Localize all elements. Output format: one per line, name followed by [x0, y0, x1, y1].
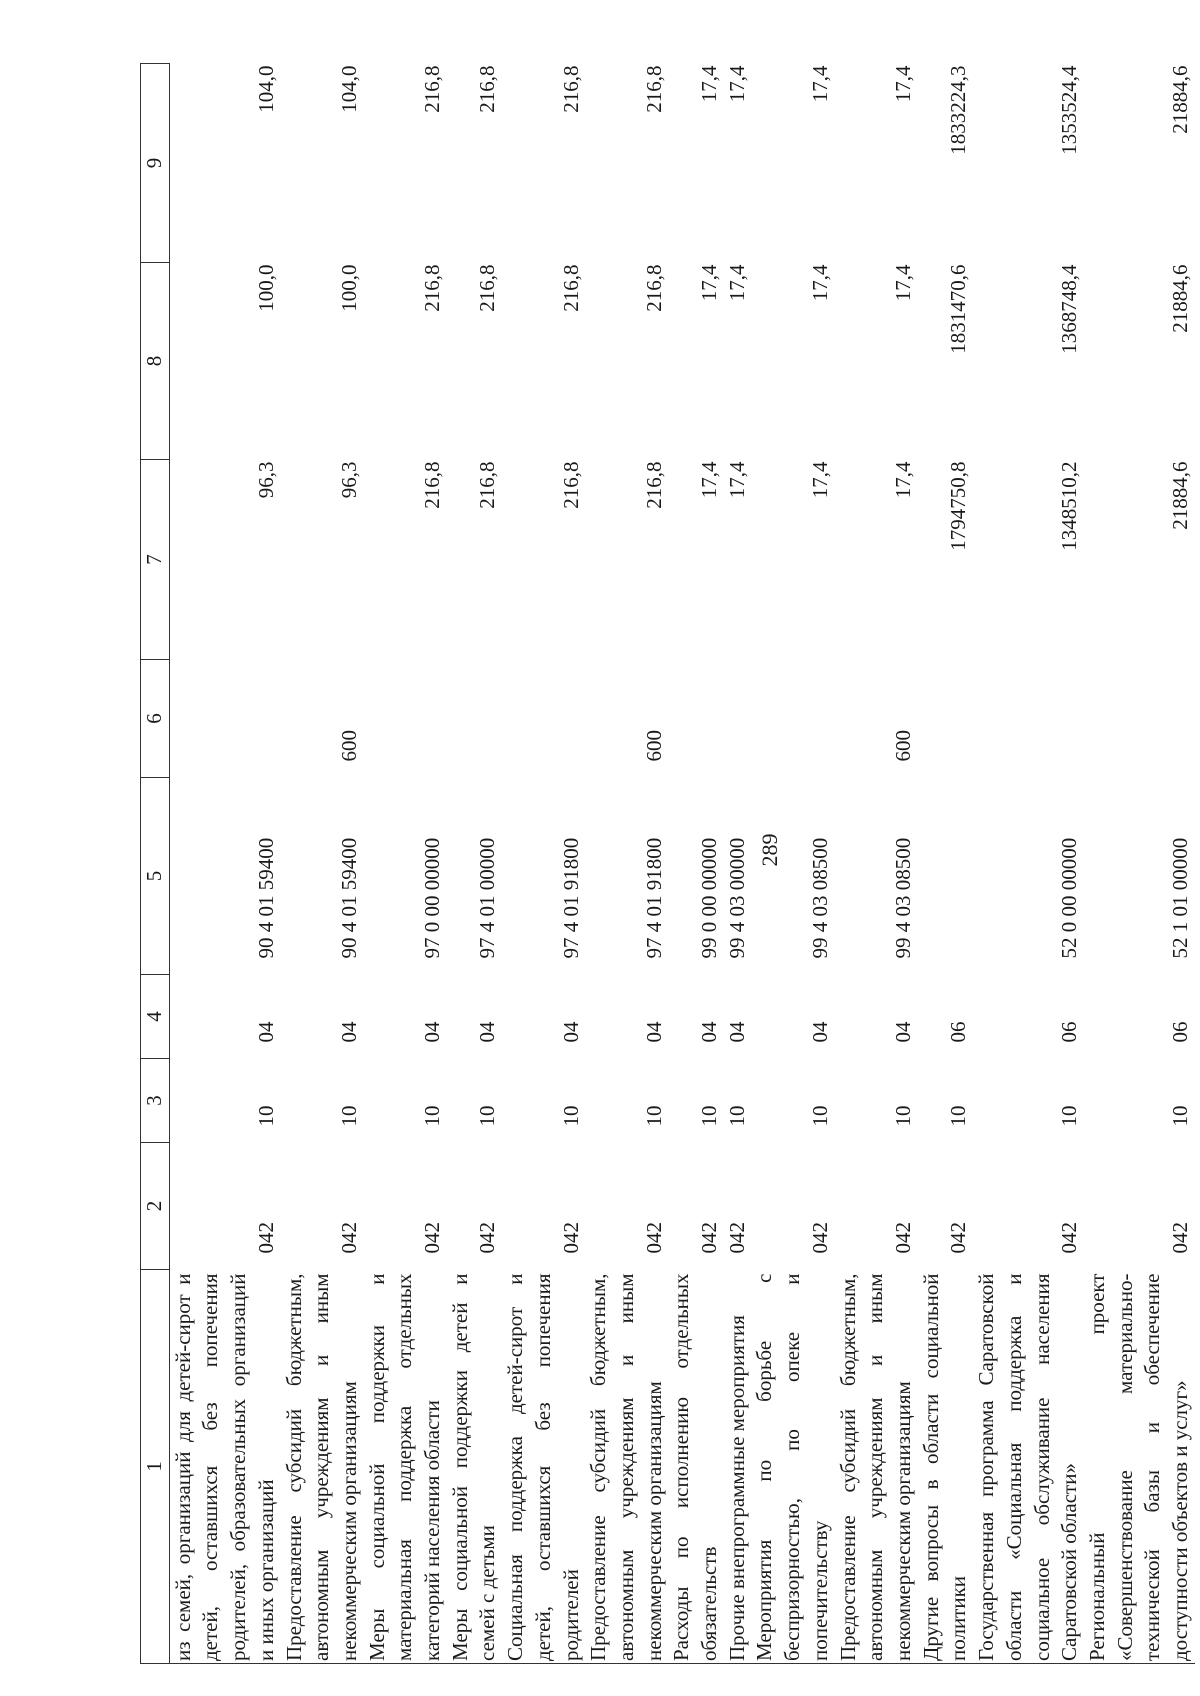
cell-subsection-code: 04 — [558, 1021, 583, 1043]
cell-target-article: 99 4 03 08500 — [890, 837, 915, 959]
header-row — [141, 64, 170, 1664]
cell-amount-year-3: 17,4 — [724, 65, 749, 103]
cell-amount-year-1: 216,8 — [475, 461, 500, 509]
cell-amount-year-1: 96,3 — [253, 461, 278, 499]
header-col-1: 1 — [141, 1270, 170, 1664]
cell-ministry-code: 042 — [1057, 1222, 1082, 1254]
cell-ministry-code: 042 — [475, 1222, 500, 1254]
cell-section-code: 10 — [890, 1105, 915, 1127]
cell-amount-year-2: 216,8 — [420, 264, 445, 312]
cell-subsection-code: 04 — [336, 1021, 361, 1043]
cell-amount-year-1: 21884,6 — [1168, 461, 1193, 530]
page-number: 289 — [757, 833, 782, 867]
cell-section-code: 10 — [641, 1105, 666, 1127]
cell-expense-type — [502, 660, 585, 778]
cell-target-article: 52 1 01 00000 — [1168, 837, 1193, 959]
cell-section-code: 10 — [475, 1105, 500, 1127]
table-row — [835, 64, 918, 1664]
table-header — [141, 64, 170, 1664]
table-row — [502, 64, 585, 1664]
cell-subsection-code: 04 — [253, 1021, 278, 1043]
cell-amount-year-3: 216,8 — [641, 65, 666, 113]
cell-expense-type — [447, 660, 502, 778]
table-row — [585, 64, 668, 1664]
cell-row-name: из семей, организаций для детей-сирот и детей, оставшихся без попечения родителей, образовательных организаций и иных организаций — [169, 1270, 280, 1664]
cell-subsection-code: 04 — [890, 1021, 915, 1043]
cell-expense-type: 600 — [336, 730, 361, 762]
cell-amount-year-2: 216,8 — [558, 264, 583, 312]
cell-ministry-code: 042 — [697, 1222, 722, 1254]
header-col-6: 6 — [141, 660, 170, 778]
cell-amount-year-2: 100,0 — [336, 264, 361, 312]
table-row — [281, 64, 364, 1664]
cell-amount-year-2: 17,4 — [724, 264, 749, 302]
cell-amount-year-2: 17,4 — [807, 264, 832, 302]
cell-expense-type: 600 — [641, 730, 666, 762]
cell-row-name: Социальная поддержка детей-сирот и детей, оставшихся без попечения родителей — [502, 1270, 585, 1664]
cell-ministry-code: 042 — [946, 1222, 971, 1254]
cell-subsection-code: 04 — [420, 1021, 445, 1043]
cell-target-article: 52 0 00 00000 — [1057, 837, 1082, 959]
cell-amount-year-3: 104,0 — [253, 65, 278, 113]
cell-target-article: 97 4 01 91800 — [641, 837, 666, 959]
cell-amount-year-1: 17,4 — [724, 461, 749, 499]
cell-subsection-code: 04 — [475, 1021, 500, 1043]
cell-amount-year-3: 1353524,4 — [1057, 65, 1082, 155]
cell-ministry-code: 042 — [420, 1222, 445, 1254]
cell-amount-year-2: 216,8 — [475, 264, 500, 312]
cell-target-article: 97 4 01 91800 — [558, 837, 583, 959]
cell-amount-year-3: 104,0 — [336, 65, 361, 113]
cell-subsection-code: 06 — [1057, 1021, 1082, 1043]
cell-row-name: Региональный проект «Совершенствование материально-технической базы и обеспечение доступности объектов и услуг» — [1084, 1270, 1195, 1664]
cell-expense-type — [169, 660, 280, 778]
cell-amount-year-2: 1831470,6 — [946, 264, 971, 354]
header-col-5: 5 — [141, 778, 170, 975]
cell-expense-type — [724, 660, 752, 778]
cell-row-name: Предоставление субсидий бюджетным, автономным учреждениям и иным некоммерческим организациям — [281, 1270, 364, 1664]
cell-expense-type — [751, 660, 834, 778]
cell-amount-year-1: 216,8 — [641, 461, 666, 509]
cell-amount-year-1: 216,8 — [420, 461, 445, 509]
cell-subsection-code: 06 — [946, 1021, 971, 1043]
cell-amount-year-1: 1794750,8 — [946, 461, 971, 551]
cell-target-article: 99 0 00 00000 — [697, 837, 722, 959]
cell-row-name: Мероприятия по борьбе с беспризорностью, по опеке и попечительству — [751, 1270, 834, 1664]
table-row — [1084, 64, 1195, 1664]
cell-subsection-code: 04 — [807, 1021, 832, 1043]
table-row — [724, 64, 752, 1664]
cell-target-article — [918, 778, 973, 975]
header-col-9: 9 — [141, 64, 170, 263]
cell-ministry-code: 042 — [253, 1222, 278, 1254]
cell-amount-year-2: 1368748,4 — [1057, 264, 1082, 354]
table-row — [668, 64, 723, 1664]
header-col-4: 4 — [141, 975, 170, 1059]
cell-subsection-code: 04 — [641, 1021, 666, 1043]
header-col-8: 8 — [141, 263, 170, 460]
cell-amount-year-3: 21884,6 — [1168, 65, 1193, 134]
cell-amount-year-2: 100,0 — [253, 264, 278, 312]
cell-amount-year-2: 216,8 — [641, 264, 666, 312]
cell-expense-type — [668, 660, 723, 778]
cell-target-article: 99 4 03 08500 — [807, 837, 832, 959]
cell-amount-year-3: 17,4 — [890, 65, 915, 103]
cell-amount-year-3: 216,8 — [558, 65, 583, 113]
cell-row-name: Другие вопросы в области социальной политики — [918, 1270, 973, 1664]
cell-target-article: 97 4 01 00000 — [475, 837, 500, 959]
cell-amount-year-3: 17,4 — [697, 65, 722, 103]
cell-section-code: 10 — [1168, 1105, 1193, 1127]
cell-ministry-code: 042 — [1168, 1222, 1193, 1254]
cell-section-code: 10 — [336, 1105, 361, 1127]
table-row — [364, 64, 447, 1664]
cell-expense-type — [364, 660, 447, 778]
cell-amount-year-2: 17,4 — [890, 264, 915, 302]
cell-section-code: 10 — [558, 1105, 583, 1127]
header-col-2: 2 — [141, 1143, 170, 1270]
cell-amount-year-1: 1348510,2 — [1057, 461, 1082, 551]
cell-amount-year-1: 216,8 — [558, 461, 583, 509]
cell-section-code: 10 — [946, 1105, 971, 1127]
cell-row-name: Предоставление субсидий бюджетным, автономным учреждениям и иным некоммерческим организациям — [585, 1270, 668, 1664]
cell-expense-type: 600 — [890, 730, 915, 762]
cell-section-code: 10 — [807, 1105, 832, 1127]
cell-target-article: 90 4 01 59400 — [336, 837, 361, 959]
table-row — [973, 64, 1084, 1664]
header-col-7: 7 — [141, 460, 170, 660]
table-row — [918, 64, 973, 1664]
cell-amount-year-1: 17,4 — [890, 461, 915, 499]
cell-row-name: Расходы по исполнению отдельных обязательств — [668, 1270, 723, 1664]
cell-expense-type — [918, 660, 973, 778]
cell-ministry-code: 042 — [558, 1222, 583, 1254]
cell-row-name: Государственная программа Саратовской области «Социальная поддержка и социальное обслуживание населения Саратовской области» — [973, 1270, 1084, 1664]
cell-row-name: Меры социальной поддержки и материальная поддержка отдельных категорий населения области — [364, 1270, 447, 1664]
cell-subsection-code: 04 — [697, 1021, 722, 1043]
cell-row-name: Меры социальной поддержки детей и семей с детьми — [447, 1270, 502, 1664]
cell-ministry-code: 042 — [724, 1222, 749, 1254]
cell-amount-year-2: 21884,6 — [1168, 264, 1193, 333]
table-row — [751, 64, 834, 1664]
cell-ministry-code: 042 — [641, 1222, 666, 1254]
cell-section-code: 10 — [253, 1105, 278, 1127]
cell-section-code: 10 — [724, 1105, 749, 1127]
cell-row-name: Предоставление субсидий бюджетным, автономным учреждениям и иным некоммерческим организациям — [835, 1270, 918, 1664]
cell-section-code: 10 — [420, 1105, 445, 1127]
budget-table — [140, 63, 1195, 1664]
cell-amount-year-3: 216,8 — [420, 65, 445, 113]
cell-section-code: 10 — [697, 1105, 722, 1127]
cell-subsection-code: 04 — [724, 1021, 749, 1043]
table-row — [447, 64, 502, 1664]
cell-section-code: 10 — [1057, 1105, 1082, 1127]
cell-expense-type — [973, 660, 1084, 778]
rotated-page-body — [140, 64, 1193, 1664]
cell-ministry-code: 042 — [336, 1222, 361, 1254]
header-col-3: 3 — [141, 1059, 170, 1143]
cell-ministry-code: 042 — [807, 1222, 832, 1254]
cell-row-name: Прочие внепрограммные мероприятия — [724, 1270, 752, 1664]
cell-target-article: 99 4 03 00000 — [724, 837, 749, 959]
cell-amount-year-1: 17,4 — [697, 461, 722, 499]
table-row — [169, 64, 280, 1664]
cell-amount-year-3: 17,4 — [807, 65, 832, 103]
cell-ministry-code: 042 — [890, 1222, 915, 1254]
cell-amount-year-1: 17,4 — [807, 461, 832, 499]
cell-subsection-code: 06 — [1168, 1021, 1193, 1043]
cell-amount-year-2: 17,4 — [697, 264, 722, 302]
cell-target-article: 90 4 01 59400 — [253, 837, 278, 959]
cell-amount-year-3: 1833224,3 — [946, 65, 971, 155]
cell-amount-year-3: 216,8 — [475, 65, 500, 113]
cell-expense-type — [1084, 660, 1195, 778]
cell-target-article: 97 0 00 00000 — [420, 837, 445, 959]
table-body — [169, 64, 1195, 1664]
cell-amount-year-1: 96,3 — [336, 461, 361, 499]
